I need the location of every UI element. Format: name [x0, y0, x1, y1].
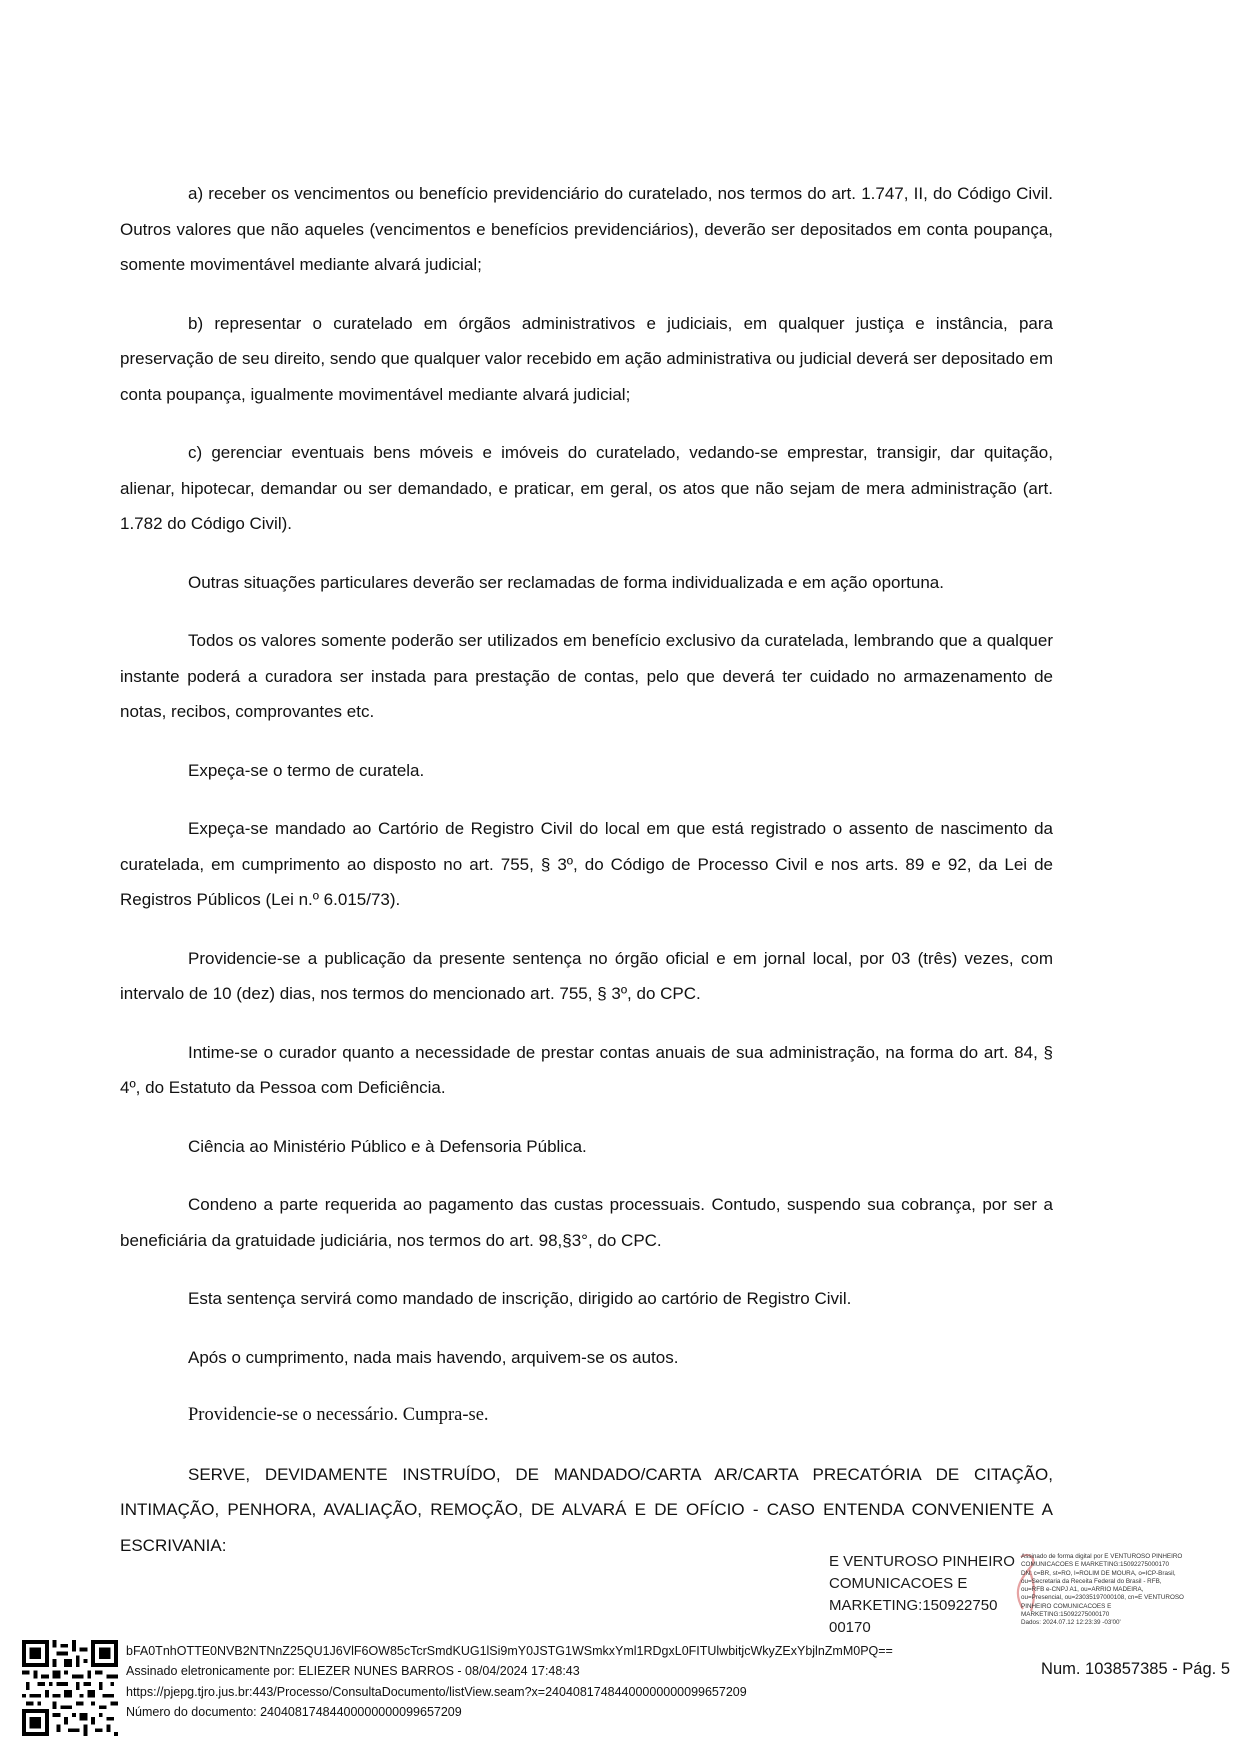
document-number: Número do documento: 24040817484400000000099657209 [126, 1704, 462, 1719]
qr-code-icon [22, 1640, 118, 1736]
paragraph-issue-term: Expeça-se o termo de curatela. [188, 760, 425, 780]
document-url: https://pjepg.tjro.jus.br:443/Processo/ConsultaDocumento/listView.seam?x=24040817484400000000099657209 [126, 1684, 747, 1699]
digital-signature-stamp [829, 1551, 1229, 1643]
paragraph-archive: Após o cumprimento, nada mais havendo, arquivem-se os autos. [188, 1347, 679, 1367]
paragraph-publication: Providencie-se a publicação da presente sentença no órgão oficial e em jornal local, por 03 (três) vezes, com intervalo de 10 (dez) dias, nos termos do mencionado art. 755, § 3º, do CPC. [120, 948, 1053, 1003]
signer-name: E VENTUROSO PINHEIRO COMUNICACOES E MARKETING:150922750 00170 [829, 1553, 1015, 1636]
paragraph-clause-a: a) receber os vencimentos ou benefício previdenciário do curatelado, nos termos do art. 1.747, II, do Código Civil. Outros valores que não aqueles (vencimentos e benefícios previdenciários), deverão ser depositados em conta poupança, somente movimentável mediante alvará judicial; [120, 184, 1053, 274]
page-number: Num. 103857385 - Pág. 5 [1041, 1660, 1230, 1678]
paragraph-accounts: Intime-se o curador quanto a necessidade de prestar contas anuais de sua administração, na forma do art. 84, § 4º, do Estatuto da Pessoa com Deficiência. [120, 1042, 1053, 1097]
paragraph-clause-b: b) representar o curatelado em órgãos administrativos e judiciais, em qualquer justiça e instância, para preservação de seu direito, sendo que qualquer valor recebido em ação administrativa ou judicial deverá ser depositado em conta poupança, igualmente movimentável mediante alvará judicial; [120, 313, 1053, 404]
paragraph-costs: Condeno a parte requerida ao pagamento das custas processuais. Contudo, suspendo sua cobrança, por ser a beneficiária da gratuidade judiciária, nos termos do art. 98,§3°, do CPC. [120, 1195, 1053, 1250]
paragraph-ministry-notice: Ciência ao Ministério Público e à Defensoria Pública. [188, 1136, 587, 1156]
paragraph-other-situations: Outras situações particulares deverão ser reclamadas de forma individualizada e em ação oportuna. [188, 572, 944, 592]
paragraph-comply: Providencie-se o necessário. Cumpra-se. [188, 1405, 489, 1425]
signature-details: Assinado de forma digital por E VENTUROSO PINHEIRO COMUNICACOES E MARKETING:15092275000170 DN: c=BR, st=RO, l=ROLIM DE MOURA, o=ICP-Brasil, ou=Secretaria da Receita Federal do Brasil - RFB, ou=RFB e-CNPJ A1, ou=ARRIO MADEIRA, ou=Presencial, ou=23035197000108, cn=E VENTUROSO PINHEIRO COMUNICACOES E MARKETING:15092275000170 Dados: 2024.07.12 12:23:39 -03'00' [1021, 1553, 1184, 1627]
paragraph-values-use: Todos os valores somente poderão ser utilizados em benefício exclusivo da curatelada, lembrando que a qualquer instante poderá a curadora ser instada para prestação de contas, pelo que deverá ter cuidado no armazenamento de notas, recibos, comprovantes etc. [120, 631, 1053, 721]
paragraph-registry-order: Expeça-se mandado ao Cartório de Registro Civil do local em que está registrado o assento de nascimento da curatelada, em cumprimento ao disposto no art. 755, § 3º, do Código de Processo Civil e nos arts. 89 e 92, da Lei de Registros Públicos (Lei n.º 6.015/73). [120, 819, 1053, 909]
electronic-signature-footer [126, 1641, 1026, 1722]
paragraph-clause-c: c) gerenciar eventuais bens móveis e imóveis do curatelado, vedando-se emprestar, transigir, dar quitação, alienar, hipotecar, demandar ou ser demandado, e praticar, em geral, os atos que não sejam de mera administração (art. 1.782 do Código Civil). [120, 443, 1053, 533]
document-body [120, 176, 1053, 1563]
paragraph-inscription: Esta sentença servirá como mandado de inscrição, dirigido ao cartório de Registro Civil. [188, 1289, 852, 1308]
signed-by: Assinado eletronicamente por: ELIEZER NUNES BARROS - 08/04/2024 17:48:43 [126, 1664, 580, 1679]
paragraph-serve-as-order: SERVE, DEVIDAMENTE INSTRUÍDO, DE MANDADO/CARTA AR/CARTA PRECATÓRIA DE CITAÇÃO, INTIMAÇÃO, PENHORA, AVALIAÇÃO, REMOÇÃO, DE ALVARÁ E DE OFÍCIO - CASO ENTENDA CONVENIENTE A ESCRIVANIA: [120, 1464, 1053, 1555]
document-hash: bFA0TnhOTTE0NVB2NTNnZ25QU1J6VlF6OW85cTcrSmdKUG1lSi9mY0JSTG1WSmkxYml1RDgxL0FITUlwbitjcWkyZExYbjlnZmM0PQ== [126, 1644, 893, 1658]
